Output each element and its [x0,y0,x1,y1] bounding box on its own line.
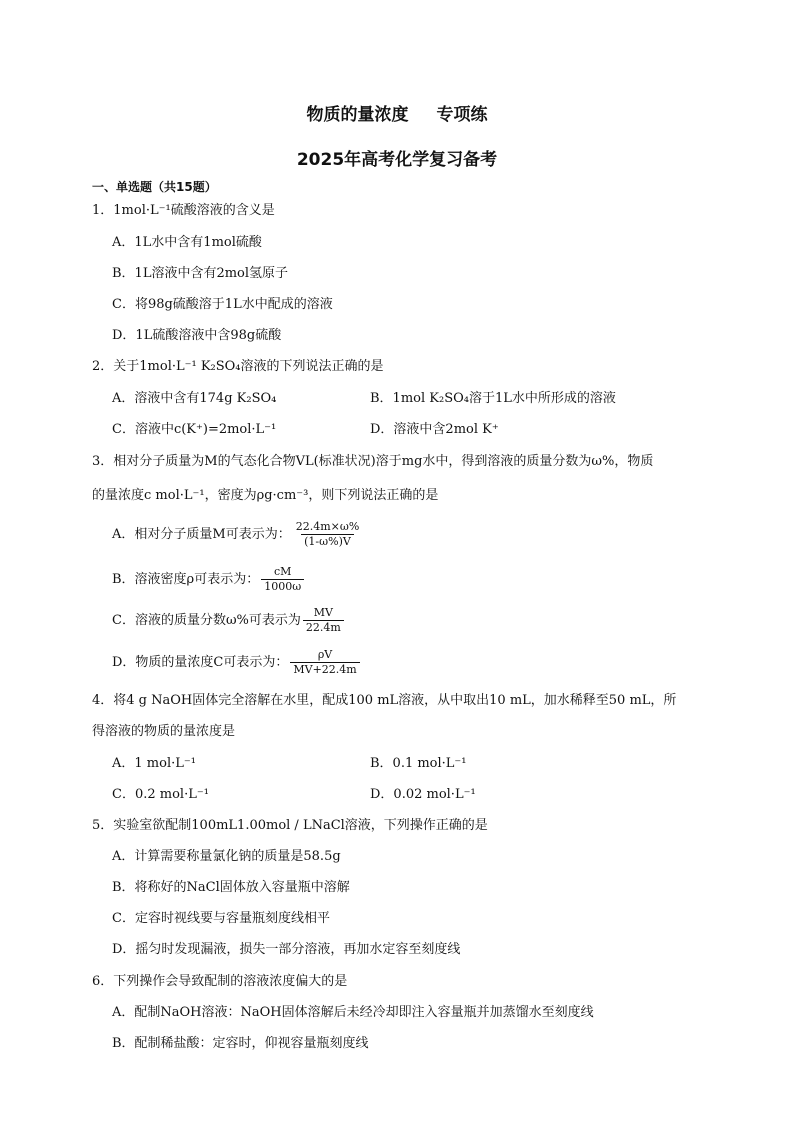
question-5-option-a: A．计算需要称量氯化钠的质量是58.5g [112,849,341,864]
question-3-option-d [112,648,360,677]
question-2-option-d: D．溶液中含2mol K⁺ [370,422,499,437]
question-1-option-b: B．1L溶液中含有2mol氢原子 [112,266,289,281]
question-6-option-a: A．配制NaOH溶液：NaOH固体溶解后未经冷却即注入容量瓶并加蒸馏水至刻度线 [112,1005,594,1020]
fraction-denominator: MV+22.4m [290,662,359,677]
fraction [303,606,344,635]
question-2-option-a: A．溶液中含有174g K₂SO₄ [112,391,277,406]
question-5-option-d: D．摇匀时发现漏液，损失一部分溶液，再加水定容至刻度线 [112,942,461,957]
question-5-option-c: C．定容时视线要与容量瓶刻度线相平 [112,911,330,926]
fraction [261,565,304,594]
fraction-denominator: 1000ω [261,579,304,594]
fraction-denominator: 22.4m [303,620,344,635]
question-3-option-a-text: A．相对分子质量M可表示为： [112,527,291,542]
question-4-option-b: B．0.1 mol·L⁻¹ [370,756,467,771]
fraction-numerator: MV [313,606,333,619]
question-4-stem-line2: 得溶液的物质的量浓度是 [92,724,236,739]
title-suffix: 专项练 [436,105,488,125]
fraction [293,520,363,549]
fraction [290,648,359,677]
section-heading: 一、单选题（共15题） [92,180,217,194]
question-2-option-b: B．1mol K₂SO₄溶于1L水中所形成的溶液 [370,391,616,406]
question-3-option-d-text: D．物质的量浓度C可表示为： [112,655,289,670]
question-1-option-c: C．将98g硫酸溶于1L水中配成的溶液 [112,297,333,312]
question-2-option-c: C．溶液中c(K⁺)=2mol·L⁻¹ [112,422,277,437]
question-5-option-b: B．将称好的NaCl固体放入容量瓶中溶解 [112,880,350,895]
question-5-stem: 5．实验室欲配制100mL1.00mol / LNaCl溶液，下列操作正确的是 [92,818,488,833]
question-3-option-b [112,565,304,594]
question-3-option-c [112,606,344,635]
question-4-option-d: D．0.02 mol·L⁻¹ [370,787,476,802]
document-subtitle: 2025年高考化学复习备考 [296,150,498,170]
question-3-option-b-text: B．溶液密度ρ可表示为： [112,572,260,587]
question-1-option-d: D．1L硫酸溶液中含98g硫酸 [112,328,282,343]
question-4-option-a: A．1 mol·L⁻¹ [112,756,196,771]
question-4-option-c: C．0.2 mol·L⁻¹ [112,787,209,802]
question-3-stem-line1: 3．相对分子质量为M的气态化合物VL(标准状况)溶于mg水中，得到溶液的质量分数为ω%，物质 [92,454,654,469]
fraction-numerator: ρV [317,648,333,661]
question-1-stem: 1．1mol·L⁻¹硫酸溶液的含义是 [92,203,275,218]
question-3-option-c-text: C．溶液的质量分数ω%可表示为 [112,613,301,628]
fraction-numerator: 22.4m×ω% [295,520,360,533]
question-3-option-a [112,520,362,549]
title-main: 物质的量浓度 [306,105,409,125]
question-1-option-a: A．1L水中含有1mol硫酸 [112,235,262,250]
question-3-stem-line2: 的量浓度c mol·L⁻¹，密度为ρg·cm⁻³，则下列说法正确的是 [92,488,439,503]
document-title [0,100,794,125]
question-2-stem: 2．关于1mol·L⁻¹ K₂SO₄溶液的下列说法正确的是 [92,359,384,374]
fraction-numerator: cM [273,565,292,578]
question-4-stem-line1: 4．将4 g NaOH固体完全溶解在水里，配成100 mL溶液，从中取出10 mL，加水稀释至50 mL，所 [92,693,677,708]
question-6-stem: 6．下列操作会导致配制的溶液浓度偏大的是 [92,974,348,989]
fraction-denominator: (1-ω%)V [301,534,354,549]
question-6-option-b: B．配制稀盐酸：定容时，仰视容量瓶刻度线 [112,1036,369,1051]
